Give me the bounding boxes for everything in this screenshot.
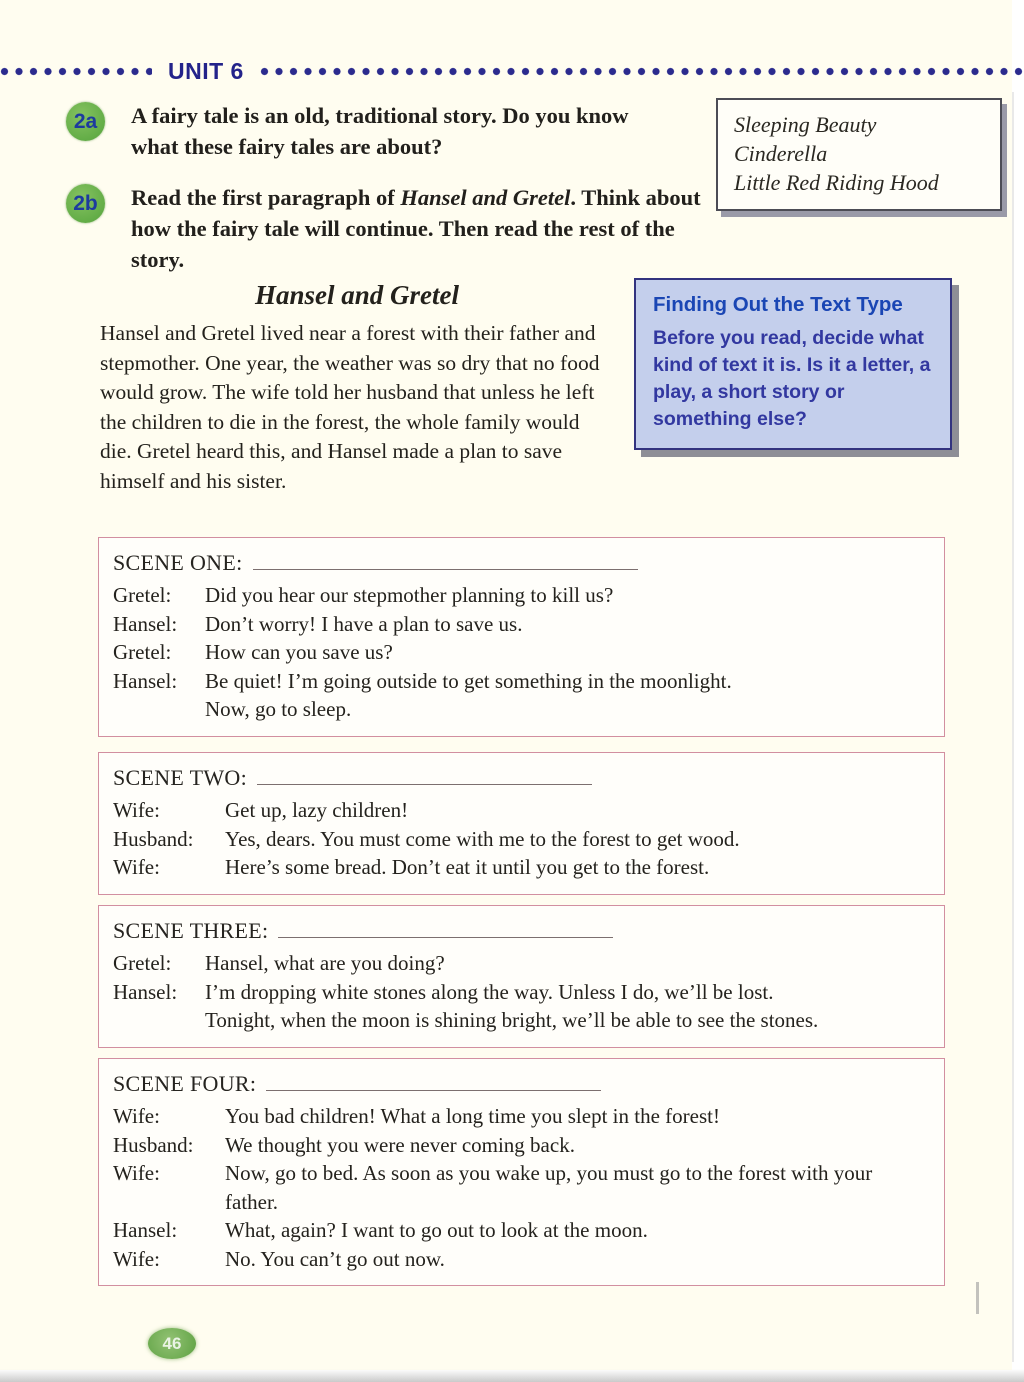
dialogue-text: I’m dropping white stones along the way. Unless I do, we’ll be lost.	[205, 979, 774, 1004]
unit-title: UNIT 6	[168, 58, 244, 84]
dialogue-text: We thought you were never coming back.	[225, 1132, 575, 1157]
dialogue-line	[113, 638, 928, 667]
unit-header	[0, 58, 1024, 85]
dialogue-line	[113, 1131, 928, 1160]
dialogue-text: Be quiet! I’m going outside to get something in the moonlight.	[205, 668, 732, 693]
speaker-name: Gretel:	[113, 951, 172, 975]
dialogue-line	[113, 1245, 928, 1274]
dialogue-line	[113, 1216, 928, 1245]
fairy-tale-item: Little Red Riding Hood	[734, 170, 939, 195]
speaker-name: Hansel:	[113, 611, 178, 636]
dialogue-text: You bad children! What a long time you slept in the forest!	[225, 1104, 720, 1128]
scene-one-box	[98, 537, 945, 737]
dialogue-text: Don’t worry! I have a plan to save us.	[205, 611, 523, 636]
instruction-post: . Think about how the fairy tale will continue. Then read the rest of the story.	[131, 185, 701, 272]
scene-title-blank	[253, 554, 638, 570]
dialogue-text: Now, go to sleep.	[205, 697, 352, 721]
dialogue-line	[113, 796, 928, 825]
tip-box-title: Finding Out the Text Type	[653, 293, 903, 316]
scene-heading	[113, 548, 928, 578]
dialogue-text: No. You can’t go out now.	[225, 1246, 445, 1271]
instruction-book-title: Hansel and Gretel	[400, 185, 571, 210]
activity-2b	[66, 182, 716, 275]
dialogue-line	[113, 978, 928, 1007]
dialogue-text: Here’s some bread. Don’t eat it until you get to the forest.	[225, 855, 710, 879]
speaker-name: Hansel:	[113, 1218, 178, 1242]
scan-bottom-shadow	[0, 1369, 1024, 1382]
fairy-tale-item: Sleeping Beauty	[734, 112, 877, 137]
dialogue-line	[113, 610, 928, 639]
dotted-rule-right	[260, 67, 1024, 76]
instruction-pre: Read the first paragraph of	[131, 185, 401, 210]
speaker-name: Gretel:	[113, 640, 172, 664]
scene-two-box	[98, 752, 945, 895]
scene-heading-label: SCENE ONE:	[113, 550, 243, 575]
scene-three-box	[98, 905, 945, 1048]
dialogue-line	[113, 1159, 928, 1216]
dialogue-text: Yes, dears. You must come with me to the forest to get wood.	[225, 826, 740, 851]
story-paragraph: Hansel and Gretel lived near a forest with their father and stepmother. One year, the weather was so dry that no food would grow. The wife told her husband that unless he left the children to die in the forest, the whole family would die. Gretel heard this, and Hansel made a plan to save himself and his sister.	[100, 321, 600, 493]
dotted-rule-left	[0, 67, 152, 76]
activity-2a	[66, 100, 696, 162]
dialogue-text: Hansel, what are you doing?	[205, 951, 445, 975]
scene-heading	[113, 916, 928, 946]
dialogue-text: What, again? I want to go out to look at the moon.	[225, 1218, 648, 1242]
speaker-name: Wife:	[113, 1104, 160, 1128]
speaker-name	[113, 695, 205, 724]
dialogue-line	[113, 581, 928, 610]
activity-2b-badge: 2b	[66, 184, 105, 223]
activity-2b-instruction	[131, 182, 706, 275]
speaker-name: Hansel:	[113, 979, 178, 1004]
speaker-name: Wife:	[113, 1161, 160, 1185]
dialogue-line	[113, 825, 928, 854]
scene-title-blank	[278, 922, 613, 938]
speaker-name: Gretel:	[113, 583, 172, 607]
speaker-name: Husband:	[113, 1132, 194, 1157]
dialogue-line	[113, 853, 928, 882]
scan-streak-artifact	[976, 1282, 979, 1314]
speaker-name	[113, 1006, 205, 1035]
scene-title-blank	[266, 1075, 601, 1091]
dialogue-line	[113, 949, 928, 978]
dialogue-line	[113, 1102, 928, 1131]
scene-heading-label: SCENE FOUR:	[113, 1071, 257, 1096]
dialogue-line	[113, 695, 928, 724]
scene-title-blank	[257, 769, 592, 785]
story-section	[100, 278, 952, 496]
speaker-name: Husband:	[113, 826, 194, 851]
dialogue-line	[113, 1006, 928, 1035]
fairy-tales-box	[716, 98, 1002, 211]
page-number-badge: 46	[148, 1328, 196, 1359]
dialogue-text: Now, go to bed. As soon as you wake up, you must go to the forest with your father.	[225, 1161, 873, 1214]
scan-edge-artifact	[1012, 92, 1014, 1362]
scene-heading	[113, 1069, 928, 1099]
text-type-tip-box	[634, 278, 952, 450]
speaker-name: Wife:	[113, 798, 160, 822]
scene-heading-label: SCENE TWO:	[113, 765, 247, 790]
dialogue-text: Get up, lazy children!	[225, 798, 409, 822]
speaker-name: Wife:	[113, 855, 160, 879]
activity-2a-badge: 2a	[66, 102, 105, 141]
dialogue-text: How can you save us?	[205, 640, 393, 664]
scene-four-box	[98, 1058, 945, 1286]
speaker-name: Hansel:	[113, 668, 178, 693]
fairy-tale-item: Cinderella	[734, 141, 828, 166]
tip-box-body: Before you read, decide what kind of text it is. Is it a letter, a play, a short story or something else?	[653, 327, 931, 430]
scene-heading	[113, 763, 928, 793]
dialogue-line	[113, 667, 928, 696]
dialogue-text: Tonight, when the moon is shining bright, we’ll be able to see the stones.	[205, 1008, 819, 1032]
dialogue-text: Did you hear our stepmother planning to kill us?	[205, 583, 614, 607]
story-title: Hansel and Gretel	[254, 280, 459, 310]
speaker-name: Wife:	[113, 1246, 160, 1271]
activity-2a-instruction: A fairy tale is an old, traditional story. Do you know what these fairy tales are about?	[131, 103, 629, 159]
scene-heading-label: SCENE THREE:	[113, 918, 269, 943]
